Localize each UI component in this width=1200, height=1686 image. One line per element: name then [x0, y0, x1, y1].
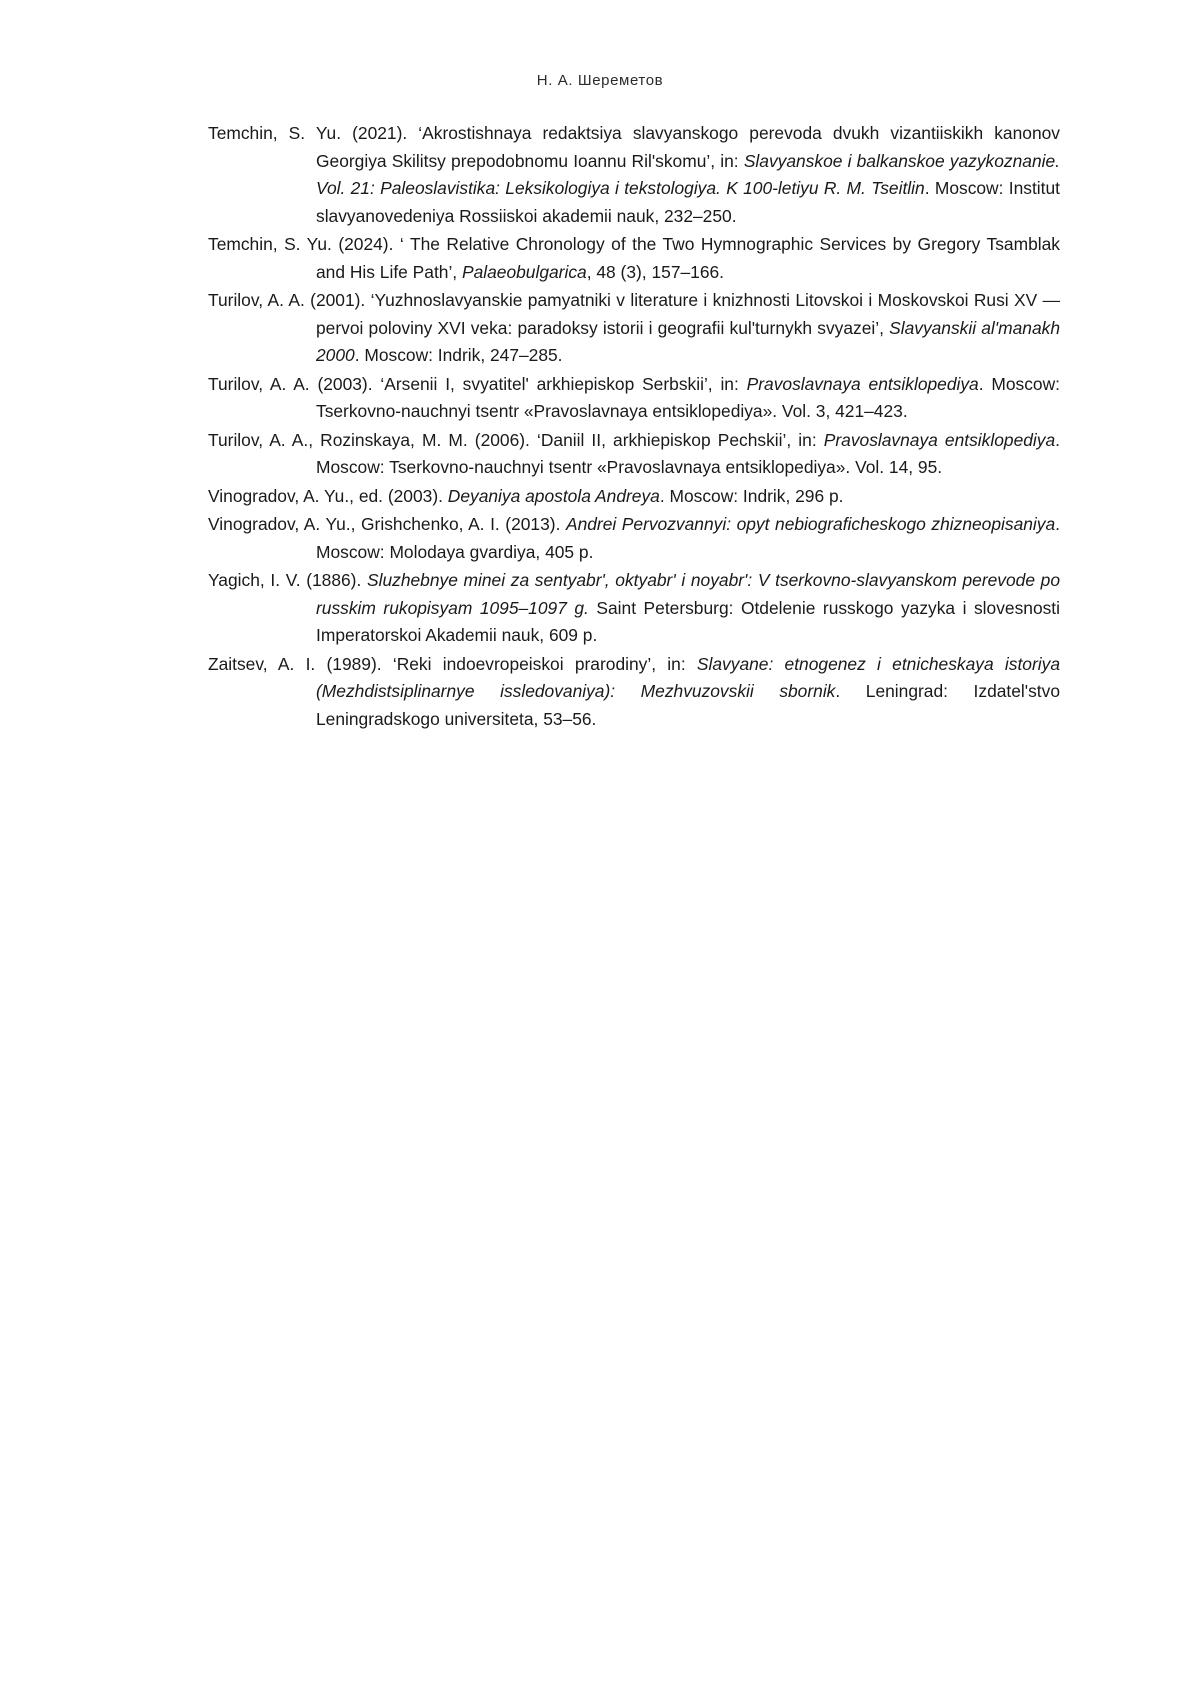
reference-item: Vinogradov, A. Yu., ed. (2003). Deyaniya apostola Andreya. Moscow: Indrik, 296 p.: [208, 485, 844, 506]
reference-item: Turilov, A. A. (2003). ‘Arsenii I, svyatitel' arkhiepiskop Serbskii’, in: Pravoslavnaya entsiklopediya. Moscow: Tserkovno-nauchnyi tsentr «Pravoslavnaya entsiklopediya». Vol. 3, 421–423.: [208, 373, 1060, 421]
running-head: Н. А. Шереметов: [536, 72, 664, 89]
reference-item: Zaitsev, A. I. (1989). ‘Reki indoevropeiskoi prarodiny’, in: Slavyane: etnogenez i etnicheskaya istoriya (Mezhdistsiplinarnye issledovaniya): Mezhvuzovskii sbornik. Leningrad: Izdatel'stvo Leningradskogo universiteta, 53–56.: [208, 653, 1061, 729]
reference-item: Temchin, S. Yu. (2021). ‘Akrostishnaya redaktsiya slavyanskogo perevoda dvukh vizantiiskikh kanonov Georgiya Skilitsy prepodobnomu Ioannu Ril'skomu’, in: Slavyanskoe i balkanskoe yazykoznanie. Vol. 21: Paleoslavistika: Leksikologiya i tekstologiya. K 100-letiyu R. M. Tseitlin. Moscow: Institut slavyanovedeniya Rossiiskoi akademii nauk, 232–250.: [208, 123, 1060, 226]
reference-item: Turilov, A. A., Rozinskaya, M. M. (2006). ‘Daniil II, arkhiepiskop Pechskii’, in: Pravoslavnaya entsiklopediya. Moscow: Tserkovno-nauchnyi tsentr «Pravoslavnaya entsiklopediya». Vol. 14, 95.: [208, 429, 1060, 477]
reference-item: Temchin, S. Yu. (2024). ‘ The Relative Chronology of the Two Hymnographic Services by Gregory Tsamblak and His Life Path’, Palaeobulgarica, 48 (3), 157–166.: [208, 234, 1060, 282]
reference-list: [208, 120, 1060, 733]
reference-item: Vinogradov, A. Yu., Grishchenko, A. I. (2013). Andrei Pervozvannyi: opyt nebiograficheskogo zhizneopisaniya. Moscow: Molodaya gvardiya, 405 p.: [208, 514, 1060, 562]
reference-item: Turilov, A. A. (2001). ‘Yuzhnoslavyanskie pamyatniki v literature i knizhnosti Litovskoi i Moskovskoi Rusi XV — pervoi poloviny XVI veka: paradoksy istorii i geografii kul'turnykh svyazei’, Slavyanskii al'manakh 2000. Moscow: Indrik, 247–285.: [208, 290, 1060, 365]
reference-item: Yagich, I. V. (1886). Sluzhebnye minei za sentyabr', oktyabr' i noyabr': V tserkovno-slavyanskom perevode po russkim rukopisyam 1095–1097 g. Saint Petersburg: Otdelenie russkogo yazyka i slovesnosti Imperatorskoi Akademii nauk, 609 p.: [208, 570, 1061, 645]
